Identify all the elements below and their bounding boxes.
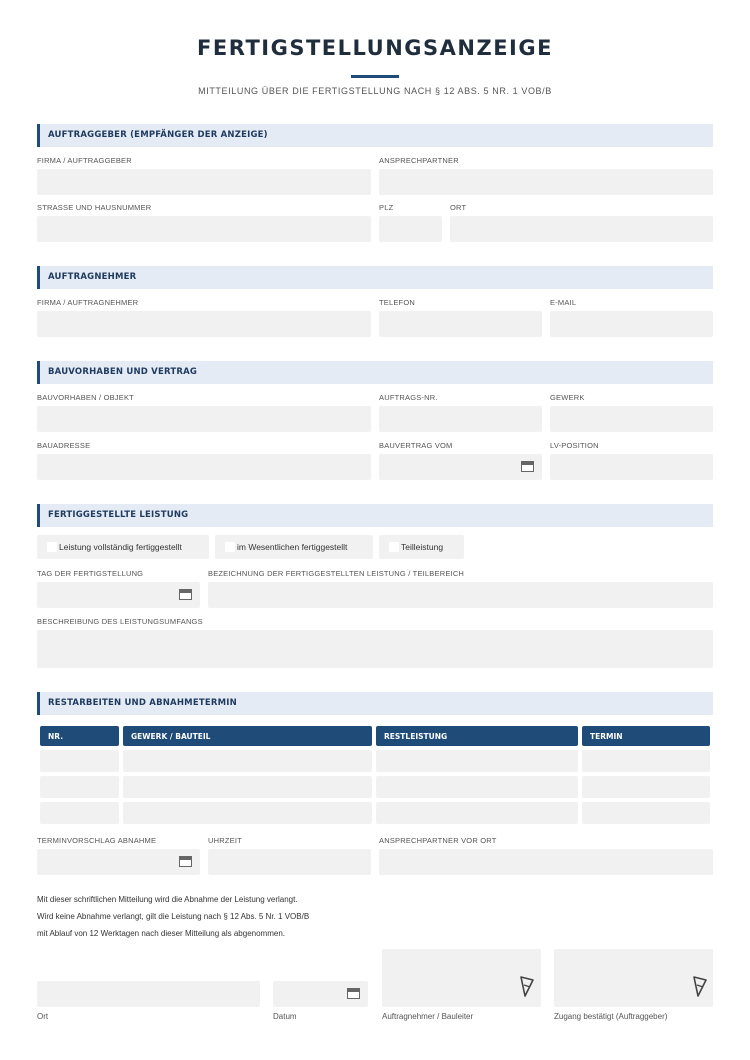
firma-auftraggeber-field[interactable] <box>37 169 371 195</box>
table-cell[interactable] <box>582 802 710 824</box>
note-line: Wird keine Abnahme verlangt, gilt die Leistung nach § 12 Abs. 5 Nr. 1 VOB/B <box>37 912 310 921</box>
bauvertrag-date-field[interactable] <box>379 454 542 480</box>
label-beschreibung: BESCHREIBUNG DES LEISTUNGSUMFANGS <box>37 617 203 626</box>
checkbox[interactable] <box>389 542 399 552</box>
note-line: Mit dieser schriftlichen Mitteilung wird die Abnahme der Leistung verlangt. <box>37 895 298 904</box>
plz-field[interactable] <box>379 216 442 242</box>
option-vollstaendig[interactable] <box>37 535 209 559</box>
label-ort: ORT <box>450 203 467 212</box>
column-header-restleistung <box>376 726 578 746</box>
section-heading: RESTARBEITEN UND ABNAHMETERMIN <box>48 698 237 708</box>
label-terminvorschlag: TERMINVORSCHLAG ABNAHME <box>37 836 157 845</box>
label-sig-zugang: Zugang bestätigt (Auftraggeber) <box>554 1012 668 1021</box>
label-ansprechpartner-vor-ort: ANSPRECHPARTNER VOR ORT <box>379 836 497 845</box>
label-sig-datum: Datum <box>273 1012 297 1021</box>
gewerk-field[interactable] <box>550 406 713 432</box>
section-heading: AUFTRAGGEBER (EMPFÄNGER DER ANZEIGE) <box>48 130 268 140</box>
uhrzeit-field[interactable] <box>208 849 371 875</box>
note-line: mit Ablauf von 12 Werktagen nach dieser Mitteilung als abgenommen. <box>37 929 285 938</box>
ansprechpartner-field[interactable] <box>379 169 713 195</box>
section-heading: FERTIGGESTELLTE LEISTUNG <box>48 510 189 520</box>
table-cell[interactable] <box>123 802 372 824</box>
column-header-gewerk <box>123 726 372 746</box>
auftragsnr-field[interactable] <box>379 406 542 432</box>
label-telefon: TELEFON <box>379 298 415 307</box>
label-sig-auftragnehmer: Auftragnehmer / Bauleiter <box>382 1012 474 1021</box>
table-cell[interactable] <box>582 776 710 798</box>
table-cell[interactable] <box>376 802 578 824</box>
option-wesentlichen[interactable] <box>215 535 373 559</box>
label-sig-ort: Ort <box>37 1012 49 1021</box>
column-header-label: TERMIN <box>590 732 623 741</box>
tag-fertigstellung-field[interactable] <box>37 582 200 608</box>
table-cell[interactable] <box>123 750 372 772</box>
auftragnehmer-signature-pad[interactable] <box>382 949 541 1007</box>
table-cell[interactable] <box>376 776 578 798</box>
calendar-icon[interactable] <box>347 988 360 999</box>
label-lvposition: LV-POSITION <box>550 441 599 450</box>
label-bezeichnung: BEZEICHNUNG DER FERTIGGESTELLTEN LEISTUNG / TEILBEREICH <box>208 569 465 578</box>
label-gewerk: GEWERK <box>550 393 585 402</box>
table-cell[interactable] <box>40 776 119 798</box>
signature-pen-icon <box>692 974 708 1000</box>
label-strasse: STRASSE UND HAUSNUMMER <box>37 203 152 212</box>
lvposition-field[interactable] <box>550 454 713 480</box>
section-bauvorhaben <box>37 361 713 384</box>
table-cell[interactable] <box>40 750 119 772</box>
signature-pen-icon <box>519 974 535 1000</box>
email-field[interactable] <box>550 311 713 337</box>
section-heading: AUFTRAGNEHMER <box>48 272 137 282</box>
bauadresse-field[interactable] <box>37 454 371 480</box>
label-objekt: BAUVORHABEN / OBJEKT <box>37 393 134 402</box>
table-cell[interactable] <box>582 750 710 772</box>
section-leistung <box>37 504 713 527</box>
label-uhrzeit: UHRZEIT <box>208 836 242 845</box>
beschreibung-field[interactable] <box>37 630 713 668</box>
legal-note <box>37 891 309 942</box>
section-heading: BAUVORHABEN UND VERTRAG <box>48 367 198 377</box>
title-rule <box>351 75 399 78</box>
checkbox[interactable] <box>47 542 57 552</box>
ort-field[interactable] <box>450 216 713 242</box>
column-header-termin <box>582 726 710 746</box>
option-label: Teilleistung <box>401 542 444 552</box>
section-auftragnehmer <box>37 266 713 289</box>
bezeichnung-field[interactable] <box>208 582 713 608</box>
label-firma-auftragnehmer: FIRMA / AUFTRAGNEHMER <box>37 298 139 307</box>
calendar-icon[interactable] <box>521 461 534 472</box>
label-ansprechpartner: ANSPRECHPARTNER <box>379 156 459 165</box>
objekt-field[interactable] <box>37 406 371 432</box>
option-teilleistung[interactable] <box>379 535 464 559</box>
ort-signature-field[interactable] <box>37 981 260 1007</box>
column-header-label: RESTLEISTUNG <box>384 732 448 741</box>
label-tag-fertigstellung: TAG DER FERTIGSTELLUNG <box>37 569 144 578</box>
strasse-field[interactable] <box>37 216 371 242</box>
option-label: im Wesentlichen fertiggestellt <box>237 542 348 552</box>
label-plz: PLZ <box>379 203 394 212</box>
zugang-signature-pad[interactable] <box>554 949 713 1007</box>
label-bauvertrag: BAUVERTRAG VOM <box>379 441 453 450</box>
table-cell[interactable] <box>123 776 372 798</box>
option-label: Leistung vollständig fertiggestellt <box>59 542 182 552</box>
telefon-field[interactable] <box>379 311 542 337</box>
section-restarbeiten <box>37 692 713 715</box>
label-bauadresse: BAUADRESSE <box>37 441 91 450</box>
page-subtitle: MITTEILUNG ÜBER DIE FERTIGSTELLUNG NACH § 12 ABS. 5 NR. 1 VOB/B <box>198 86 552 96</box>
label-email: E-MAIL <box>550 298 577 307</box>
firma-auftragnehmer-field[interactable] <box>37 311 371 337</box>
column-header-label: GEWERK / BAUTEIL <box>131 732 211 741</box>
label-auftragsnr: AUFTRAGS-NR. <box>379 393 438 402</box>
calendar-icon[interactable] <box>179 856 192 867</box>
terminvorschlag-date-field[interactable] <box>37 849 200 875</box>
label-firma-auftraggeber: FIRMA / AUFTRAGGEBER <box>37 156 132 165</box>
checkbox[interactable] <box>225 542 235 552</box>
section-auftraggeber <box>37 124 713 147</box>
ansprechpartner-vor-ort-field[interactable] <box>379 849 713 875</box>
table-cell[interactable] <box>376 750 578 772</box>
column-header-nr <box>40 726 119 746</box>
page-title: FERTIGSTELLUNGSANZEIGE <box>197 36 553 60</box>
calendar-icon[interactable] <box>179 589 192 600</box>
column-header-label: NR. <box>48 732 64 741</box>
table-cell[interactable] <box>40 802 119 824</box>
